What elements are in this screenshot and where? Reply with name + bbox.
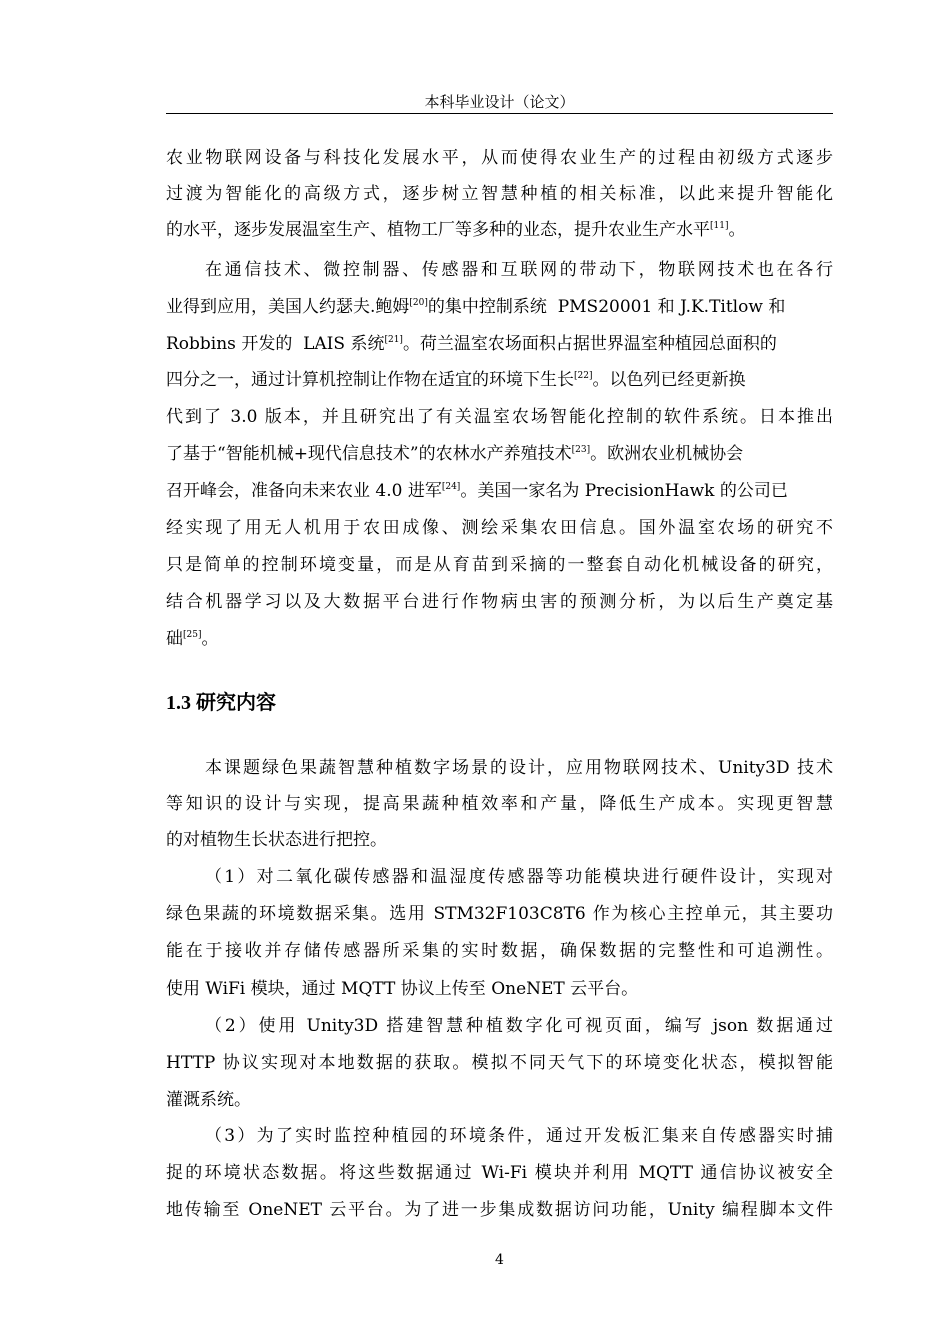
line-text: 础 — [166, 629, 183, 649]
header-rule — [166, 113, 833, 114]
line-text: 。欧洲农业机械协会 — [590, 444, 744, 464]
line-text: 。 — [201, 629, 219, 649]
citation: [23] — [571, 445, 591, 455]
line-text: 。以色列已经更新换 — [592, 370, 746, 390]
line-text: 的水平，逐步发展温室生产、植物工厂等多种的业态，提升农业生产水平 — [166, 220, 710, 240]
paragraph-line: 农业物联网设备与科技化发展水平，从而使得农业生产的过程由初级方式逐步 — [166, 148, 833, 168]
paragraph-line: 本课题绿色果蔬智慧种植数字场景的设计，应用物联网技术、Unity3D 技术 — [205, 758, 833, 778]
paragraph-line: 过渡为智能化的高级方式，逐步树立智慧种植的相关标准，以此来提升智能化 — [166, 184, 833, 204]
paragraph-line: 只是简单的控制环境变量，而是从育苗到采摘的一整套自动化机械设备的研究， — [166, 555, 833, 575]
paragraph-line — [166, 333, 833, 355]
line-text: Robbins 开发的 LAIS 系统 — [166, 334, 385, 354]
line-text: 。 — [728, 220, 746, 240]
paragraph-line: 代到了 3.0 版本，并且研究出了有关温室农场智能化控制的软件系统。日本推出 — [166, 407, 833, 427]
line-text: 的集中控制系统 PMS20001 和 J.K.Titlow 和 — [427, 297, 786, 317]
paragraph-line — [166, 219, 833, 241]
citation: [11] — [710, 221, 729, 231]
list-item-line: 绿色果蔬的环境数据采集。选用 STM32F103C8T6 作为核心主控单元，其主要功 — [166, 904, 833, 924]
list-item-line: （2）使用 Unity3D 搭建智慧种植数字化可视页面，编写 json 数据通过 — [205, 1016, 833, 1036]
list-item-line: （1）对二氧化碳传感器和温湿度传感器等功能模块进行硬件设计，实现对 — [205, 867, 833, 887]
paragraph-line: 经实现了用无人机用于农田成像、测绘采集农田信息。国外温室农场的研究不 — [166, 518, 833, 538]
section-heading: 1.3 研究内容 — [166, 692, 276, 714]
list-item-line: HTTP 协议实现对本地数据的获取。模拟不同天气下的环境变化状态，模拟智能 — [166, 1053, 833, 1073]
list-item-line: 捉的环境状态数据。将这些数据通过 Wi-Fi 模块并利用 MQTT 通信协议被安全 — [166, 1163, 833, 1183]
line-text: 四分之一，通过计算机控制让作物在适宜的环境下生长 — [166, 370, 574, 390]
paragraph-line — [166, 296, 833, 318]
paragraph-line: 结合机器学习以及大数据平台进行作物病虫害的预测分析，为以后生产奠定基 — [166, 592, 833, 612]
line-text: 。美国一家名为 PrecisionHawk 的公司已 — [460, 481, 788, 501]
list-item-line: 灌溉系统。 — [166, 1090, 251, 1110]
citation: [25] — [183, 630, 202, 640]
page-header: 本科毕业设计（论文） — [424, 93, 575, 111]
paragraph-line — [166, 369, 833, 391]
line-text: 业得到应用，美国人约瑟夫.鲍姆 — [166, 297, 410, 317]
citation: [20] — [409, 298, 428, 308]
line-text: 。荷兰温室农场面积占据世界温室种植园总面积的 — [402, 334, 777, 354]
list-item-line: （3）为了实时监控种植园的环境条件，通过开发板汇集来自传感器实时捕 — [205, 1126, 833, 1146]
list-item-line: 能在于接收并存储传感器所采集的实时数据，确保数据的完整性和可追溯性。 — [166, 941, 833, 961]
citation: [21] — [384, 335, 403, 345]
citation: [24] — [441, 482, 461, 492]
paragraph-line — [166, 628, 833, 650]
citation: [22] — [574, 371, 593, 381]
paragraph-line: 等知识的设计与实现，提高果蔬种植效率和产量，降低生产成本。实现更智慧 — [166, 794, 833, 814]
paragraph-line: 的对植物生长状态进行把控。 — [166, 830, 387, 850]
list-item-line: 使用 WiFi 模块，通过 MQTT 协议上传至 OneNET 云平台。 — [166, 979, 639, 999]
line-text: 召开峰会，准备向未来农业 4.0 进军 — [166, 481, 442, 501]
paragraph-line — [166, 443, 833, 465]
line-text: 了基于“智能机械+现代信息技术”的农林水产养殖技术 — [166, 444, 572, 464]
page-number: 4 — [495, 1252, 504, 1268]
list-item-line: 地传输至 OneNET 云平台。为了进一步集成数据访问功能，Unity 编程脚本文件 — [166, 1200, 833, 1220]
paragraph-line: 在通信技术、微控制器、传感器和互联网的带动下，物联网技术也在各行 — [205, 260, 833, 280]
paragraph-line — [166, 480, 833, 502]
